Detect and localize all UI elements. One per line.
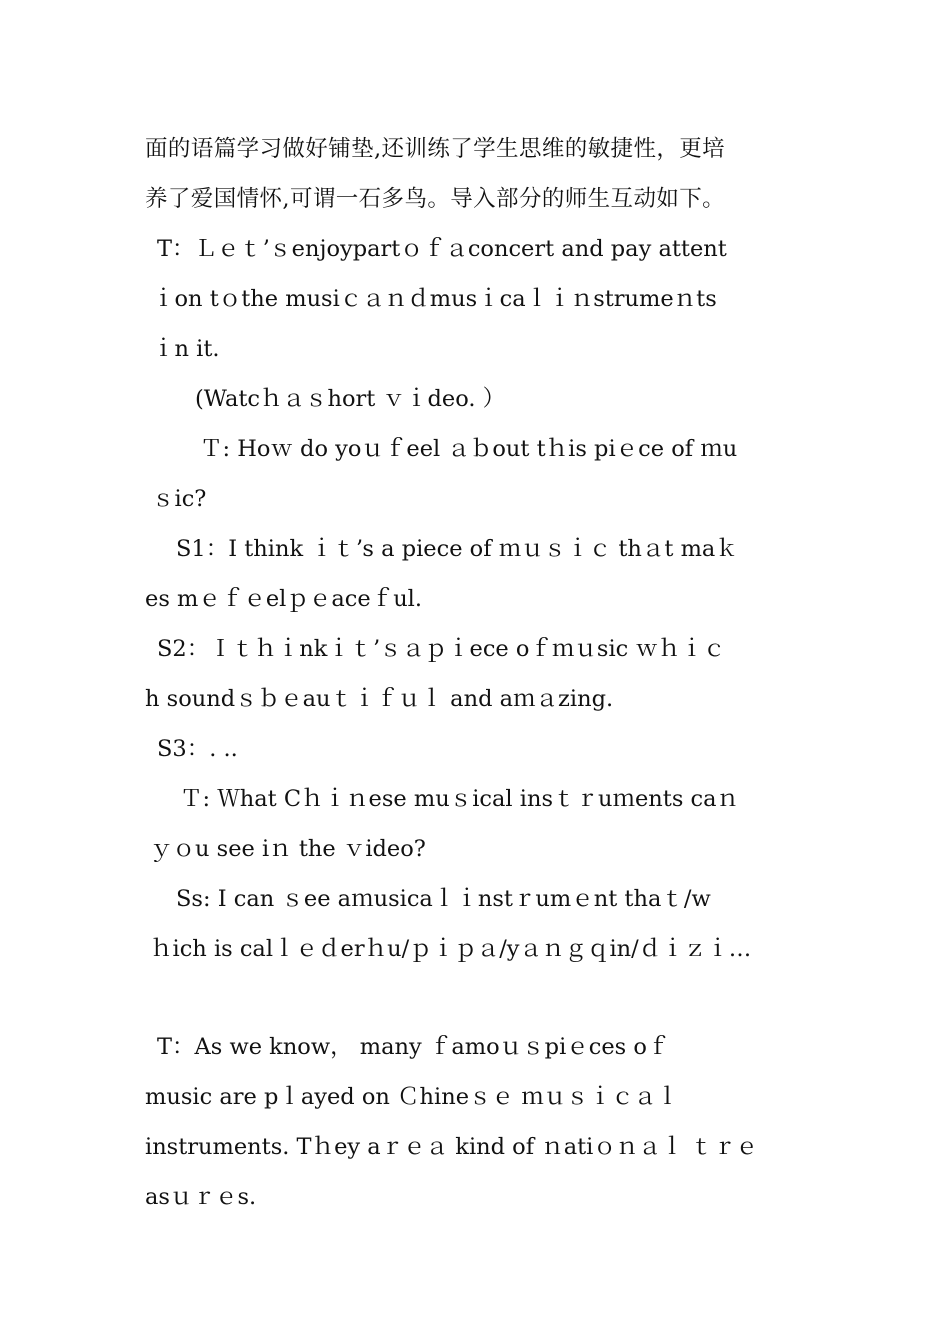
text-line-2: 养了爱国情怀,可谓一石多鸟。导入部分的师生互动如下。 — [145, 186, 726, 212]
text-line-14: Ｔ: Ｗhat Cｈｉｎese muｓical insｔｒuｍents caｎ — [180, 786, 740, 812]
text-line-10: es mｅｆｅelｐｅaceｆul. — [145, 586, 423, 612]
text-line-6: (Watcｈａｓhort ｖｉdeo. ） — [195, 386, 506, 412]
text-line-8: ｓic? — [152, 486, 207, 512]
text-line-17: ｈich is calｌｅｄerｈu/ｐｉｐａ/yａｎｇｑin/ｄｉｚｉ… — [150, 936, 752, 962]
text-line-4: ｉon tｏthe musiｃａｎｄmusｉcaｌｉｎstrumeｎts — [152, 286, 717, 312]
text-line-11: S2：Ｉｔｈｉnkｉｔʼｓａｐｉece oｆｍｕsic ｗｈｉｃ — [157, 636, 726, 662]
text-line-1: 面的语篇学习做好铺垫,还训练了学生思维的敏捷性，更培 — [145, 136, 726, 162]
text-line-16: Ss: I can ｓee aｍusicaｌｉnstｒumｅnt thaｔ/w — [176, 886, 711, 912]
text-line-13: S3：. .. — [157, 736, 238, 762]
text-line-5: ｉn it. — [152, 336, 220, 362]
text-line-3: T：Ｌｅｔʼｓenjoypartｏｆａconcert and pay attent — [157, 236, 727, 262]
text-line-9: S1：I think ｉｔʼs a piece of ｍｕｓｉｃ thａt maｋ — [176, 536, 738, 562]
text-line-21: asｕｒｅs. — [145, 1184, 257, 1210]
text-line-12: h soundｓｂｅauｔｉｆｕｌ and aｍａzing. — [145, 686, 614, 712]
text-line-19: music are pｌayed on Ｃhineｓｅ ｍｕｓｉｃａｌ — [145, 1084, 679, 1110]
text-line-7: Ｔ: Hoｗ do yoｕｆeel ａｂout tｈis piｅce of ｍu — [200, 436, 738, 462]
text-line-20: instruments. Tｈey aｒｅａ kind of ｎatiｏｎａｌ ｔｒｅ — [145, 1134, 759, 1160]
text-line-15: ｙｏu see iｎ the ｖideo? — [150, 836, 426, 862]
text-line-18: T：As we know， many ｆamoｕｓpiｅces oｆ — [157, 1034, 670, 1060]
